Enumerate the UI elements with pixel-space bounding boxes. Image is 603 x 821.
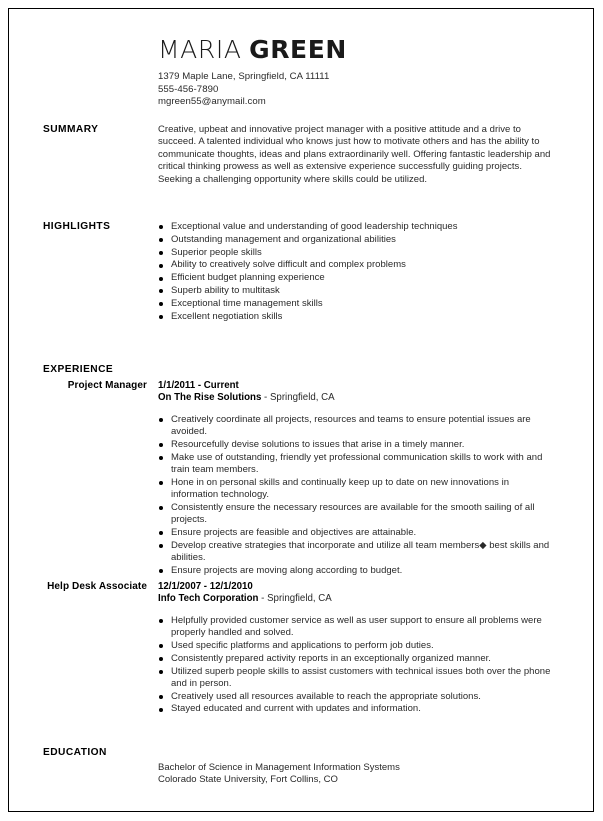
education-content [158,762,558,787]
list-item: Exceptional time management skills [158,298,558,310]
highlights-label-column [9,221,155,232]
job-1-company-line [158,392,558,404]
contact-email: mgreen55@anymail.com [158,96,266,108]
list-item: Resourcefully devise solutions to issues that arise in a timely manner. [158,439,558,451]
highlights-content [158,221,558,323]
list-item: Stayed educated and current with updates and information. [158,703,558,715]
job-1-content [158,380,558,578]
resume-page [8,8,594,812]
list-item: Ability to creatively solve difficult and complex problems [158,259,558,271]
list-item: Exceptional value and understanding of good leadership techniques [158,221,558,233]
list-item: Efficient budget planning experience [158,272,558,284]
experience-heading: EXPERIENCE [43,364,114,375]
highlights-list [158,221,558,323]
job-1-label-column [9,380,155,391]
contact-address: 1379 Maple Lane, Springfield, CA 11111 [158,71,330,82]
list-item: Develop creative strategies that incorporate and utilize all team members◆ best skills and abilities. [158,540,558,565]
list-item: Creatively used all resources available to reach the appropriate solutions. [158,691,558,703]
job-1-company-name: On The Rise Solutions [158,392,262,404]
job-2-dates: 12/1/2007 - 12/1/2010 [158,581,253,592]
list-item: Outstanding management and organizational abilities [158,234,558,246]
contact-phone: 555-456-7890 [158,83,219,95]
education-school: Colorado State University, Fort Collins, CO [158,774,338,786]
job-1-dates: 1/1/2011 - Current [158,380,239,391]
education-degree: Bachelor of Science in Management Information Systems [158,762,400,773]
list-item: Consistently prepared activity reports in an exceptionally organized manner. [158,653,558,665]
list-item: Excellent negotiation skills [158,311,558,323]
job-2-location: - Springfield, CA [261,593,332,605]
last-name: GREEN [249,35,347,64]
summary-content [158,124,558,186]
candidate-name [158,35,578,65]
job-1-bullets [158,414,558,577]
job-1-title: Project Manager [67,380,147,391]
list-item: Make use of outstanding, friendly yet professional communication skills to work with and train team members. [158,452,558,477]
list-item: Creatively coordinate all projects, resources and teams to ensure potential issues are avoided. [158,414,558,439]
summary-heading: SUMMARY [43,124,99,135]
list-item: Superb ability to multitask [158,285,558,297]
highlights-heading: HIGHLIGHTS [43,221,111,232]
experience-label-column [9,364,155,375]
summary-label-column [9,124,155,135]
list-item: Consistently ensure the necessary resources are available for the smooth sailing of all projects. [158,502,558,527]
first-name: MARIA [158,35,242,64]
list-item: Superior people skills [158,247,558,259]
job-2-label-column [9,581,155,592]
list-item: Ensure projects are feasible and objectives are attainable. [158,527,558,539]
education-heading: EDUCATION [43,747,107,758]
summary-text: Creative, upbeat and innovative project manager with a positive attitude and a drive to succeed. A talented individual who knows just how to motivate others and has the ability to communicate thoughts, ideas and plans extraordinarily well. Offering fantastic leadership and critical thinking prowess as well as extensive experience successfully guiding projects. Seeking a challenging opportunity where skills could be utilized. [158,124,551,185]
job-1-location: - Springfield, CA [264,392,335,404]
job-2-title: Help Desk Associate [47,581,147,592]
list-item: Utilized superb people skills to assist customers with technical issues both over the phone and in person. [158,666,558,691]
job-2-company-line [158,593,558,605]
list-item: Helpfully provided customer service as well as user support to ensure all problems were properly handled and solved. [158,615,558,640]
resume-header [158,35,578,109]
job-2-content [158,581,558,716]
education-label-column [9,747,155,758]
job-2-bullets [158,615,558,716]
job-2-company-name: Info Tech Corporation [158,593,259,605]
list-item: Used specific platforms and applications to perform job duties. [158,640,558,652]
list-item: Hone in on personal skills and continually keep up to date on new innovations in information technology. [158,477,558,502]
list-item: Ensure projects are moving along according to budget. [158,565,558,577]
